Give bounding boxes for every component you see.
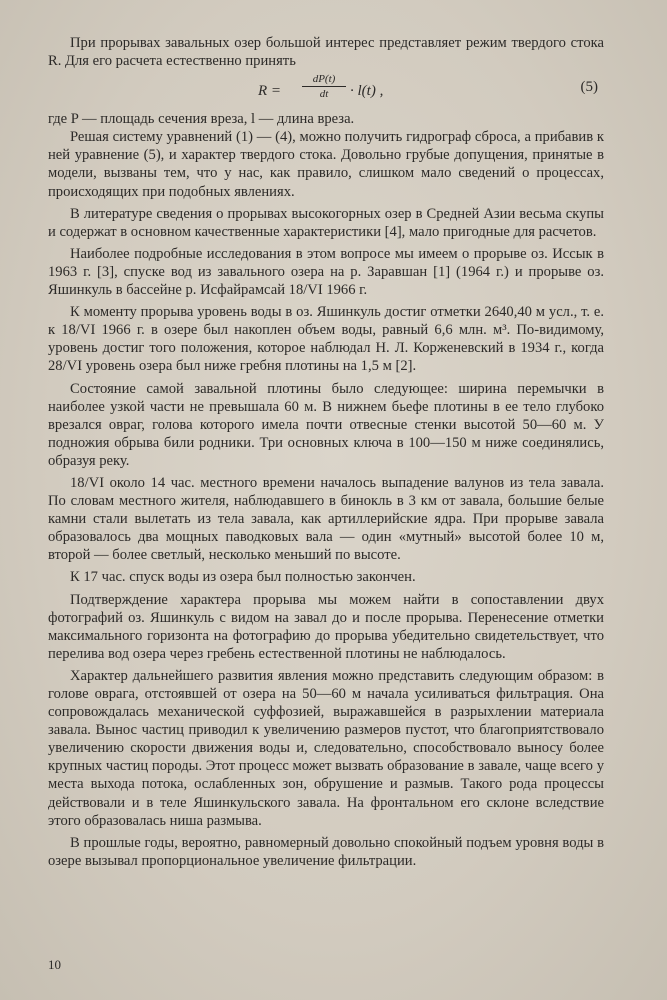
paragraph-7: Состояние самой завальной плотины было следующее: ширина перемычки в наиболее узкой части не превышала 60 м. В нижнем бьефе плотины в ее тело глубоко врезался овраг, голова которого имела почти отвесные стенки высотой 50—60 м. У подножия обрыва били родники. Три основных ключа в 100—150 м ниже соединялись, образуя реку.	[48, 380, 604, 469]
paragraph-4: В литературе сведения о прорывах высокогорных озер в Средней Азии весьма скупы и содержат в основном качественные характеристики [4], мало пригодные для расчетов.	[48, 205, 604, 240]
page-number: 10	[48, 957, 61, 972]
equation-lhs: R =	[258, 83, 282, 100]
paragraph-8: 18/VI около 14 час. местного времени началось выпадение валунов из тела завала. По словам местного жителя, наблюдавшего в бинокль в 3 км от завала, большие белые камни стали вылетать из тела завала, как артиллерийские ядра. При прорыве завала образовалось два мощных паводковых вала — один «мутный» высотой более 10 м, второй — более светлый, несколько меньший по высоте.	[48, 474, 604, 564]
paragraph-10: Подтверждение характера прорыва мы можем найти в сопоставлении двух фотографий оз. Яшинкуль с видом на завал до и после прорыва. Перенесение отметки максимального горизонта на фотографию до прорыва убедительно свидетельствует, что перелива вод озера через гребень естественной плотины не наблюдалось.	[48, 591, 604, 662]
equation-rhs: · l(t) ,	[350, 83, 384, 100]
equation-5	[48, 70, 604, 110]
paragraph-2: где P — площадь сечения вреза, l — длина вреза.	[48, 111, 355, 128]
paragraph-12: В прошлые годы, вероятно, равномерный довольно спокойный подъем уровня воды в озере вызывал пропорциональное увеличение фильтрации.	[48, 834, 604, 869]
text-column	[48, 34, 604, 870]
equation-denominator: dt	[319, 88, 329, 101]
equation-fraction	[302, 72, 346, 101]
paragraph-1: При прорывах завальных озер большой интерес представляет режим твердого стока R. Для его расчета естественно принять	[48, 35, 604, 70]
equation-number: (5)	[580, 79, 598, 96]
paragraph-3: Решая систему уравнений (1) — (4), можно получить гидрограф сброса, а прибавив к ней уравнение (5), и характер твердого стока. Довольно грубые допущения, принятые в модели, вызваны тем, что у нас, как правило, слишком мало сведений о процессах, происходящих при подобных явлениях.	[48, 129, 604, 200]
paragraph-5: Наиболее подробные исследования в этом вопросе мы имеем о прорыве оз. Иссык в 1963 г. [3], спуске вод из завального озера на р. Заравшан [1] (1964 г.) и прорыве оз. Яшинкуль в бассейне р. Исфайрамсай 18/VI 1966 г.	[48, 245, 604, 299]
paragraph-6: К моменту прорыва уровень воды в оз. Яшинкуль достиг отметки 2640,40 м усл., т. е. к 18/VI 1966 г. в озере был накоплен объем воды, равный 6,6 млн. м³. По-видимому, уровень достиг того положения, которое наблюдал Н. Л. Корженевский в 1934 г., когда 28/VI уровень озера был ниже гребня плотины на 1,5 м [2].	[48, 304, 604, 375]
paragraph-11: Характер дальнейшего развития явления можно представить следующим образом: в голове оврага, отстоявшей от озера на 50—60 м начала усиливаться фильтрация. Она сопровождалась механической суффозией, выражавшейся в разрыхлении материала завала. Вынос частиц приводил к увеличению размеров пустот, что благоприятствовало увеличению скорости движения воды и, следовательно, способствовало выносу более крупных частиц породы. Этот процесс может вызвать образование в завале, чаще всего у места выхода потока, ослабленных зон, обрушение и размыв. Такого рода процессы действовали и в теле Яшинкульского завала. На фронтальном его склоне вследствие этого образовалась ниша размыва.	[48, 667, 604, 829]
equation-numerator: dP(t)	[302, 72, 346, 87]
paragraph-9: К 17 час. спуск воды из озера был полностью закончен.	[70, 569, 416, 586]
